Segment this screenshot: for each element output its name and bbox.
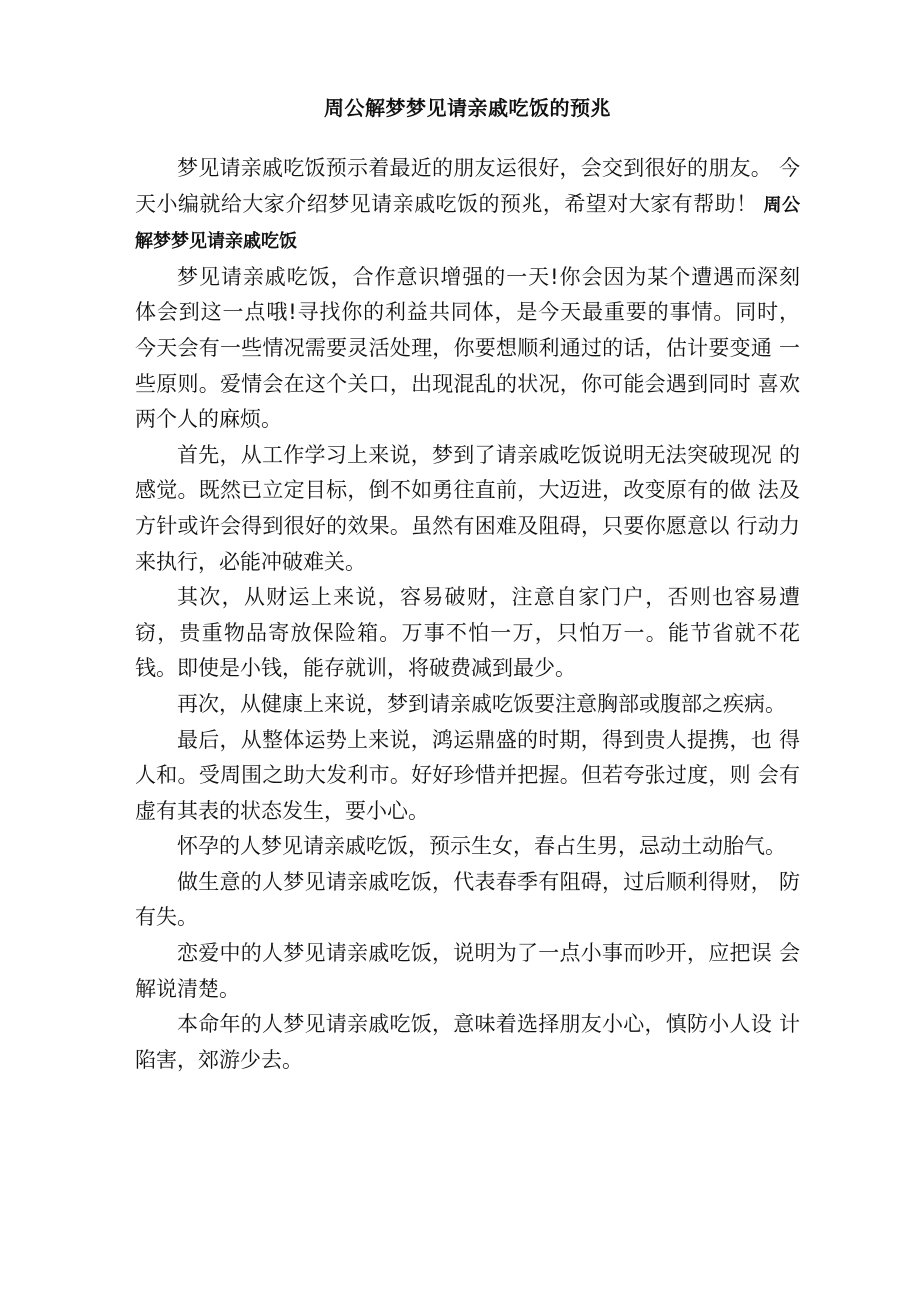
section-heading: 周公解梦梦见请亲戚吃饭 <box>135 194 800 253</box>
paragraph-5: 最后，从整体运势上来说，鸿运鼎盛的时期，得到贵人提携，也 得人和。受周围之助大发利市。好好珍惜并把握。但若夸张过度，则 会有虚有其表的状态发生，要小心。 <box>135 727 800 823</box>
paragraph-7: 做生意的人梦见请亲戚吃饭，代表春季有阻碍，过后顺利得财， 防有失。 <box>135 869 800 930</box>
paragraph-2: 首先，从工作学习上来说，梦到了请亲戚吃饭说明无法突破现况 的感觉。既然已立定目标，倒不如勇往直前，大迈进，改变原有的做 法及方针或许会得到很好的效果。虽然有困难及阻碍，只要你愿意以 行动力来执行，必能冲破难关。 <box>135 442 800 574</box>
document-page <box>135 95 800 1078</box>
paragraph-3: 其次，从财运上来说，容易破财，注意自家门户，否则也容易遭 窃，贵重物品寄放保险箱。万事不怕一万，只怕万一。能节省就不花 钱。即使是小钱，能存就训，将破费减到最少。 <box>135 585 800 681</box>
paragraph-6: 怀孕的人梦见请亲戚吃饭，预示生女，春占生男，忌动土动胎气。 <box>177 834 786 859</box>
intro-text: 梦见请亲戚吃饭预示着最近的朋友运很好，会交到很好的朋友。 今天小编就给大家介绍梦见请亲戚吃饭的预兆，希望对大家有帮助！ <box>135 156 800 216</box>
page-title: 周公解梦梦见请亲戚吃饭的预兆 <box>324 96 611 120</box>
paragraph-8: 恋爱中的人梦见请亲戚吃饭，说明为了一点小事而吵开，应把误 会解说清楚。 <box>135 941 800 1001</box>
paragraph-9: 本命年的人梦见请亲戚吃饭，意味着选择朋友小心，慎防小人设 计陷害，郊游少去。 <box>135 1012 800 1072</box>
paragraph-4: 再次，从健康上来说，梦到请亲戚吃饭要注意胸部或腹部之疾病。 <box>177 691 786 716</box>
intro-paragraph <box>135 151 800 260</box>
paragraph-1: 梦见请亲戚吃饭，合作意识增强的一天!你会因为某个遭遇而深刻 体会到这一点哦!寻找你的利益共同体，是今天最重要的事情。同时， 今天会有一些情况需要灵活处理，你要想顺利通过的话，估计要变通 一些原则。爱情会在这个关口，出现混乱的状况，你可能会遇到同时 喜欢两个人的麻烦。 <box>135 264 800 432</box>
